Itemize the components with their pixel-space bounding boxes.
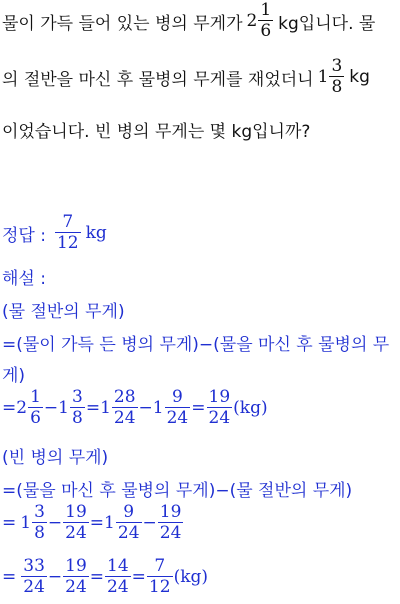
denominator: 24 [166,408,189,428]
problem-text: kg입니다. 물 [278,13,376,34]
denominator: 12 [56,233,79,253]
numerator: 1 [260,0,272,20]
numerator: 7 [62,212,74,232]
problem-line-2 [2,58,370,96]
numerator: 9 [172,387,183,407]
denominator: 8 [71,408,83,428]
equals-sign: = [191,398,206,418]
mixed-whole: 2 [246,11,258,31]
numerator: 7 [154,556,166,576]
numerator: 19 [208,387,231,407]
fraction [258,2,273,40]
solution-step: 게) [2,366,26,386]
denominator: 24 [208,408,231,428]
denominator: 8 [331,77,343,97]
mixed-whole: 1 [152,398,164,418]
equation-line-3 [2,558,208,596]
equation-line-1 [2,389,268,427]
minus-sign: − [47,513,63,533]
minus-sign: − [47,567,63,587]
problem-line-3 [2,117,310,142]
equals-sign: = [2,567,17,587]
unit-label: (kg) [233,398,268,418]
answer-fraction [55,214,81,252]
numerator: 1 [30,387,41,407]
numerator: 19 [65,556,87,576]
denominator: 24 [113,408,136,428]
denominator: 24 [65,523,87,543]
equation-line-2 [2,504,184,542]
mixed-whole: 1 [100,398,111,418]
equals-sign: = [131,567,146,587]
mixed-whole: 2 [16,398,28,418]
denominator: 24 [159,523,182,543]
denominator: 24 [107,577,129,597]
mixed-whole: 1 [104,513,115,533]
minus-sign: − [43,398,59,418]
problem-line-1 [2,2,375,40]
equals-sign: = [89,567,105,587]
numerator: 9 [123,502,135,522]
numerator: 19 [159,502,182,522]
numerator: 3 [34,502,45,522]
numerator: 14 [107,556,129,576]
numerator: 33 [23,556,45,576]
equals-sign: = [89,513,105,533]
answer-line [2,214,107,252]
solution-step: =(물이 가득 든 병의 무게)−(물을 마신 후 물병의 무 [2,335,390,355]
mixed-whole: 1 [20,513,32,533]
numerator: 28 [113,387,136,407]
denominator: 24 [65,577,87,597]
equals-sign: = [2,398,17,418]
denominator: 8 [34,523,45,543]
numerator: 3 [331,56,343,76]
problem-text: 이었습니다. 빈 병의 무게는 몇 kg입니까? [2,122,311,142]
solution-title: 해설 : [2,269,46,289]
solution-step: (물 절반의 무게) [2,302,125,322]
denominator: 6 [260,21,272,41]
equals-sign: = [2,513,17,533]
solution-step: =(물을 마신 후 물병의 무게)−(물 절반의 무게) [2,481,353,501]
problem-text: 의 절반을 마신 후 물병의 무게를 재었더니 [2,69,314,90]
answer-label: 정답 : [2,225,46,246]
problem-text: kg [349,67,370,87]
equals-sign: = [85,398,101,418]
unit-label: (kg) [173,567,209,587]
solution-step: (빈 병의 무게) [2,448,109,468]
minus-sign: − [138,398,153,418]
numerator: 3 [71,387,83,407]
denominator: 12 [148,577,171,597]
mixed-whole: 1 [317,67,329,87]
denominator: 24 [23,577,45,597]
fraction [329,58,344,96]
answer-unit: kg [85,223,107,243]
mixed-whole: 1 [58,398,69,418]
numerator: 19 [65,502,87,522]
denominator: 24 [117,523,140,543]
minus-sign: − [142,513,157,533]
problem-text: 물이 가득 들어 있는 병의 무게가 [2,13,243,34]
denominator: 6 [30,408,41,428]
